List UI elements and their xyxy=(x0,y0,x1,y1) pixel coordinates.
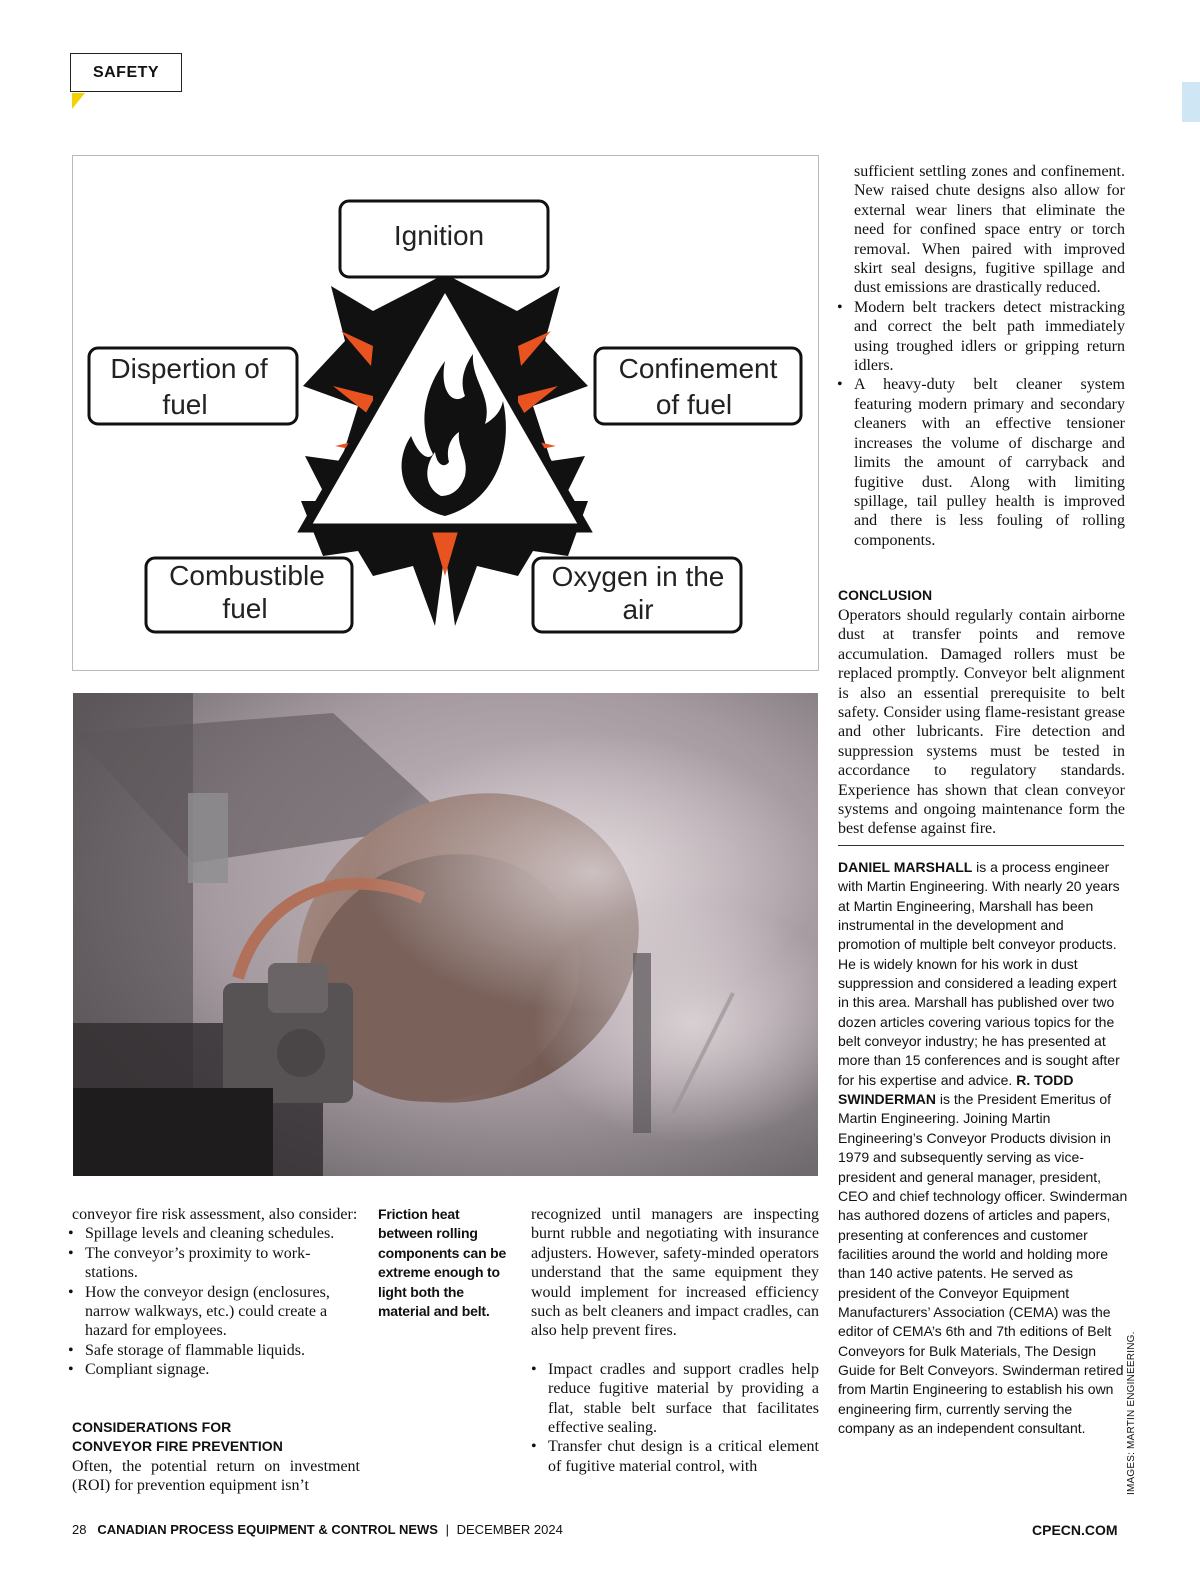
considerations-heading xyxy=(72,1418,362,1457)
conclusion-heading: CONCLUSION xyxy=(838,587,933,603)
conveyor-photo xyxy=(73,693,818,1176)
label-confinement-line1: Confinement xyxy=(618,353,778,384)
author-name-marshall: DANIEL MARSHALL xyxy=(838,859,973,875)
col1-bullet: • Spillage levels and cleaning schedules. xyxy=(72,1224,362,1243)
label-dispersion-line2: fuel xyxy=(162,389,208,420)
label-dispersion-line1: Dispertion of xyxy=(110,353,268,384)
section-tag: SAFETY xyxy=(70,53,182,92)
footer-separator: | xyxy=(445,1522,449,1537)
heading-line: CONSIDERATIONS FOR xyxy=(72,1419,232,1435)
conveyor-photo-svg xyxy=(73,693,818,1176)
tag-corner-accent xyxy=(72,93,85,109)
label-combustible-line2: fuel xyxy=(222,593,268,624)
page-number: 28 xyxy=(72,1522,87,1537)
col4-continuation: sufficient settling zones and confinement. New raised chute designs also allow for external wear liners that eliminate the need for confined space entry or torch removal. When paired with improved skirt seal designs, fugitive spillage and dust emissions are drastically reduced. xyxy=(854,163,1125,297)
col4-bullet: • A heavy-duty belt cleaner system featuring modern primary and secondary cleaners with an effective tensioner increases the volume of discharge and limits the amount of carryback and fugitive dust. Along with limiting spillage, tail pulley health is improved and there is less fouling of rolling components. xyxy=(841,375,1125,550)
col1-bullet-list xyxy=(72,1224,362,1379)
label-combustible-line1: Combustible xyxy=(169,560,325,591)
fire-diagram xyxy=(72,155,819,671)
bio-divider xyxy=(838,845,1124,846)
edge-tab xyxy=(1182,82,1200,122)
conclusion-paragraph: Operators should regularly contain airborne dust at transfer points and remove accumulation. Damaged rollers must be replaced promptly. Conveyor belt alignment is also an essential prerequisite to belt safety. Consider using flame-resistant grease and other lubricants. Fire detection and suppression systems must be tested in accordance to regulatory standards. Experience has shown that clean conveyor systems and ongoing maintenance form the best defense against fire. xyxy=(838,607,1125,838)
diagram-label-combustible xyxy=(146,558,352,632)
heading-line: CONVEYOR FIRE PREVENTION xyxy=(72,1438,283,1455)
image-credit: IMAGES: MARTIN ENGINEERING. xyxy=(1126,1331,1137,1495)
col4-bullet: • Modern belt trackers detect mistracking and correct the belt path immediately using troughed idlers or gripping return idlers. xyxy=(841,298,1125,376)
issue-date: DECEMBER 2024 xyxy=(456,1522,563,1537)
col4-bullet-list xyxy=(838,298,1125,550)
col1-intro: conveyor fire risk assessment, also consider: xyxy=(72,1206,358,1223)
col1-bullet: • The conveyor’s proximity to work-stations. xyxy=(72,1244,362,1283)
bio-text-swinderman: is the President Emeritus of Martin Engineering. Joining Martin Engineering’s Conveyor Products division in 1979 and subsequently serving as vice-president and general manager, president, CEO and chief technology officer. Swinderman has authored dozens of articles and papers, presenting at conferences and customer facilities around the world and holding more than 140 active patents. He served as president of the Conveyor Equipment Manufacturers’ Association (CEMA) was the editor of CEMA’s 6th and 7th editions of Belt Conveyors for Bulk Materials, The Design Guide for Belt Conveyors. Swinderman retired from Martin Engineering to establish his own engineering firm, currently serving the company as an independent consultant. xyxy=(838,1091,1128,1436)
col1-bullet: • Compliant signage. xyxy=(72,1360,362,1379)
publication-name: CANADIAN PROCESS EQUIPMENT & CONTROL NEWS xyxy=(97,1522,438,1537)
col1-paragraph: Often, the potential return on investment (ROI) for prevention equipment isn’t xyxy=(72,1458,360,1495)
author-bio xyxy=(838,858,1128,1438)
col1-bullet: • How the conveyor design (enclosures, narrow walkways, etc.) could create a hazard for employees. xyxy=(72,1283,362,1341)
label-oxygen-line2: air xyxy=(622,594,654,625)
col3-bullet-list xyxy=(531,1360,819,1476)
diagram-label-ignition xyxy=(340,201,548,277)
label-confinement-line2: of fuel xyxy=(655,389,733,420)
site-link[interactable]: CPECN.COM xyxy=(1032,1522,1118,1538)
diagram-label-oxygen xyxy=(533,558,741,632)
col3-bullet: • Transfer chut design is a critical element of fugitive material control, with xyxy=(535,1437,819,1476)
diagram-label-confinement xyxy=(595,348,801,424)
footer xyxy=(72,1522,563,1537)
diagram-label-dispersion xyxy=(89,348,297,424)
author-name-swinderman: R. TODD SWINDERMAN xyxy=(838,1071,1074,1108)
fire-diagram-svg xyxy=(73,156,818,670)
label-ignition-text: Ignition xyxy=(393,220,485,251)
column-4 xyxy=(838,162,1125,550)
bio-text-marshall: is a process engineer with Martin Engineering. With nearly 20 years at Martin Engineering, Marshall has been instrumental in the development and promotion of multiple belt conveyor products. He is widely known for his work in dust suppression and considered a leading expert in this area. Marshall has published over two dozen articles covering various topics for the belt conveyor industry; he has presented at more than 15 conferences and is sought after for his expertise and advice. xyxy=(838,859,1120,1088)
col1-bullet: • Safe storage of flammable liquids. xyxy=(72,1341,362,1360)
col3-paragraph: recognized until managers are inspecting burnt rubble and negotiating with insurance adjusters. However, safety-minded operators understand that the same equipment they would implement for increased efficiency such as belt cleaners and impact cradles, can also help prevent fires. xyxy=(531,1206,819,1340)
photo-caption: Friction heat between rolling components can be extreme enough to light both the material and belt. xyxy=(378,1206,507,1320)
column-3 xyxy=(531,1205,819,1476)
column-1 xyxy=(72,1205,362,1380)
col3-bullet: • Impact cradles and support cradles help reduce fugitive material by providing a flat, stable belt surface that facilitates effective sealing. xyxy=(535,1360,819,1438)
label-oxygen-line1: Oxygen in the xyxy=(551,561,725,592)
